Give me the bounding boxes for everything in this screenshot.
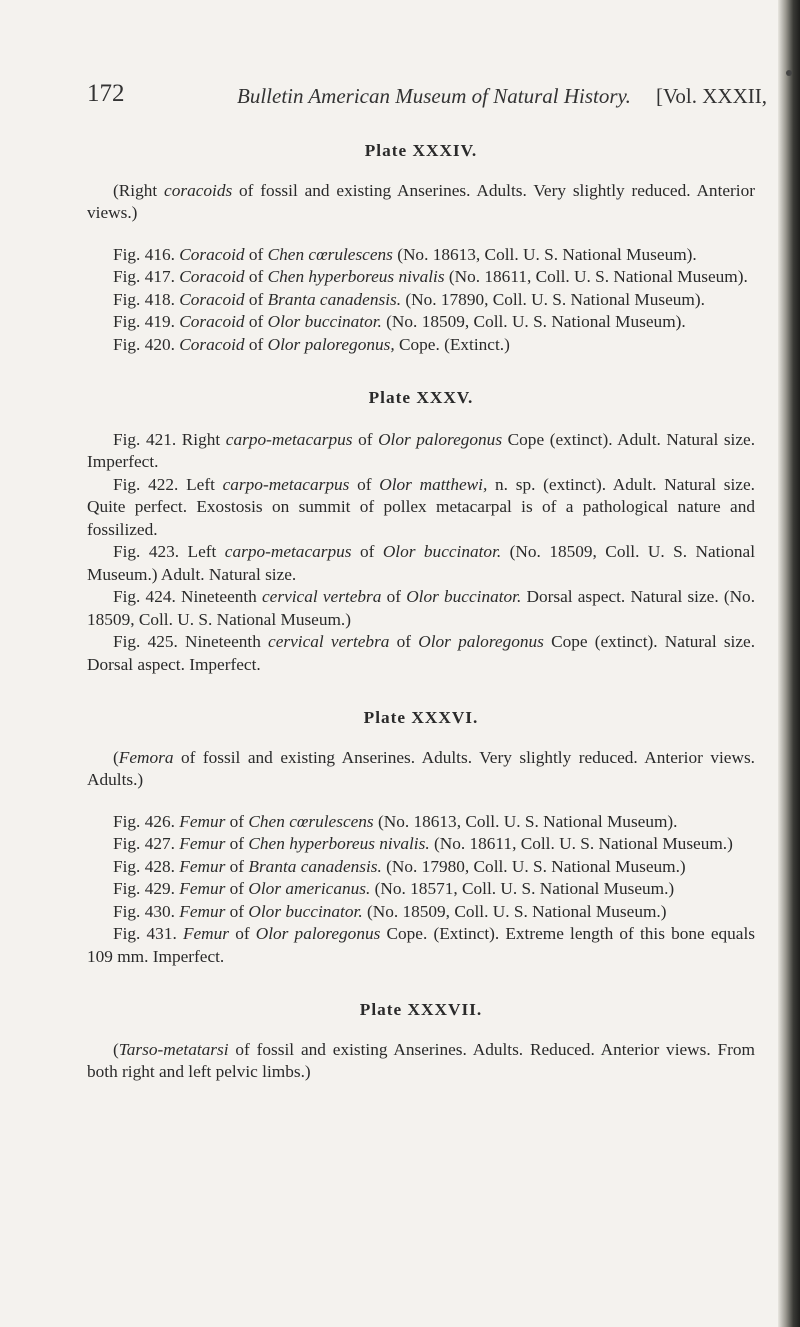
figure-entry: Fig. 425. Nineteenth cervical vertebra of Olor paloregonus Cope (extinct). Natural size. Dorsal aspect. Imperfect. <box>87 632 756 674</box>
journal-title: Bulletin American Museum of Natural History. <box>237 84 631 108</box>
figure-entry: Fig. 430. Femur of Olor buccinator. (No. 18509, Coll. U. S. National Museum.) <box>113 901 667 921</box>
plate-35 <box>87 387 755 676</box>
plate-37 <box>87 999 755 1084</box>
plate-title: Plate XXXV. <box>368 388 474 407</box>
plate-title: Plate XXXIV. <box>364 141 478 160</box>
plate-34 <box>87 140 755 356</box>
figure-list <box>87 244 755 357</box>
page-body <box>87 140 755 1084</box>
figure-entry: Fig. 423. Left carpo-metacarpus of Olor buccinator. (No. 18509, Coll. U. S. National Museum.) Adult. Natural size. <box>87 542 755 584</box>
plate-caption: (Femora of fossil and existing Anserines. Adults. Very slightly reduced. Anterior views. Adults.) <box>87 747 755 789</box>
page-edge-shadow <box>778 0 800 1327</box>
plate-title: Plate XXXVII. <box>359 1000 483 1019</box>
figure-entry: Fig. 427. Femur of Chen hyperboreus nivalis. (No. 18611, Coll. U. S. National Museum.) <box>113 834 733 853</box>
figure-list <box>87 811 755 969</box>
plate-caption: (Right coracoids of fossil and existing Anserines. Adults. Very slightly reduced. Anterior views.) <box>87 180 755 222</box>
figure-entry: Fig. 421. Right carpo-metacarpus of Olor paloregonus Cope (extinct). Adult. Natural size. Imperfect. <box>87 429 756 471</box>
volume-label: [Vol. XXXII, <box>655 84 767 108</box>
plate-title: Plate XXXVI. <box>363 708 479 727</box>
figure-entry: Fig. 429. Femur of Olor americanus. (No. 18571, Coll. U. S. National Museum.) <box>113 879 675 898</box>
figure-list <box>87 429 755 677</box>
figure-entry: Fig. 422. Left carpo-metacarpus of Olor matthewi, n. sp. (extinct). Adult. Natural size. Quite perfect. Exostosis on summit of pollex metacarpal is of a pathological nature and fossilized. <box>87 474 755 539</box>
figure-entry: Fig. 417. Coracoid of Chen hyperboreus nivalis (No. 18611, Coll. U. S. National Museum). <box>113 267 748 286</box>
figure-entry: Fig. 419. Coracoid of Olor buccinator. (No. 18509, Coll. U. S. National Museum). <box>113 312 686 331</box>
figure-entry: Fig. 428. Femur of Branta canadensis. (No. 17980, Coll. U. S. National Museum.) <box>113 856 686 876</box>
figure-entry: Fig. 416. Coracoid of Chen cœrulescens (No. 18613, Coll. U. S. National Museum). <box>113 244 697 264</box>
figure-entry: Fig. 418. Coracoid of Branta canadensis. (No. 17890, Coll. U. S. National Museum). <box>113 289 705 309</box>
edge-mark <box>786 70 792 76</box>
figure-entry: Fig. 424. Nineteenth cervical vertebra of Olor buccinator. Dorsal aspect. Natural size. (No. 18509, Coll. U. S. National Museum.) <box>87 587 756 629</box>
figure-entry: Fig. 420. Coracoid of Olor paloregonus, Cope. (Extinct.) <box>113 334 510 354</box>
running-header <box>87 80 767 120</box>
figure-entry: Fig. 431. Femur of Olor paloregonus Cope. (Extinct). Extreme length of this bone equals 109 mm. Imperfect. <box>87 924 755 966</box>
page-number: 172 <box>87 80 125 107</box>
figure-entry: Fig. 426. Femur of Chen cœrulescens (No. 18613, Coll. U. S. National Museum). <box>113 811 678 831</box>
plate-36 <box>87 707 755 968</box>
plate-caption: (Tarso-metatarsi of fossil and existing Anserines. Adults. Reduced. Anterior views. From both right and left pelvic limbs.) <box>87 1039 755 1081</box>
